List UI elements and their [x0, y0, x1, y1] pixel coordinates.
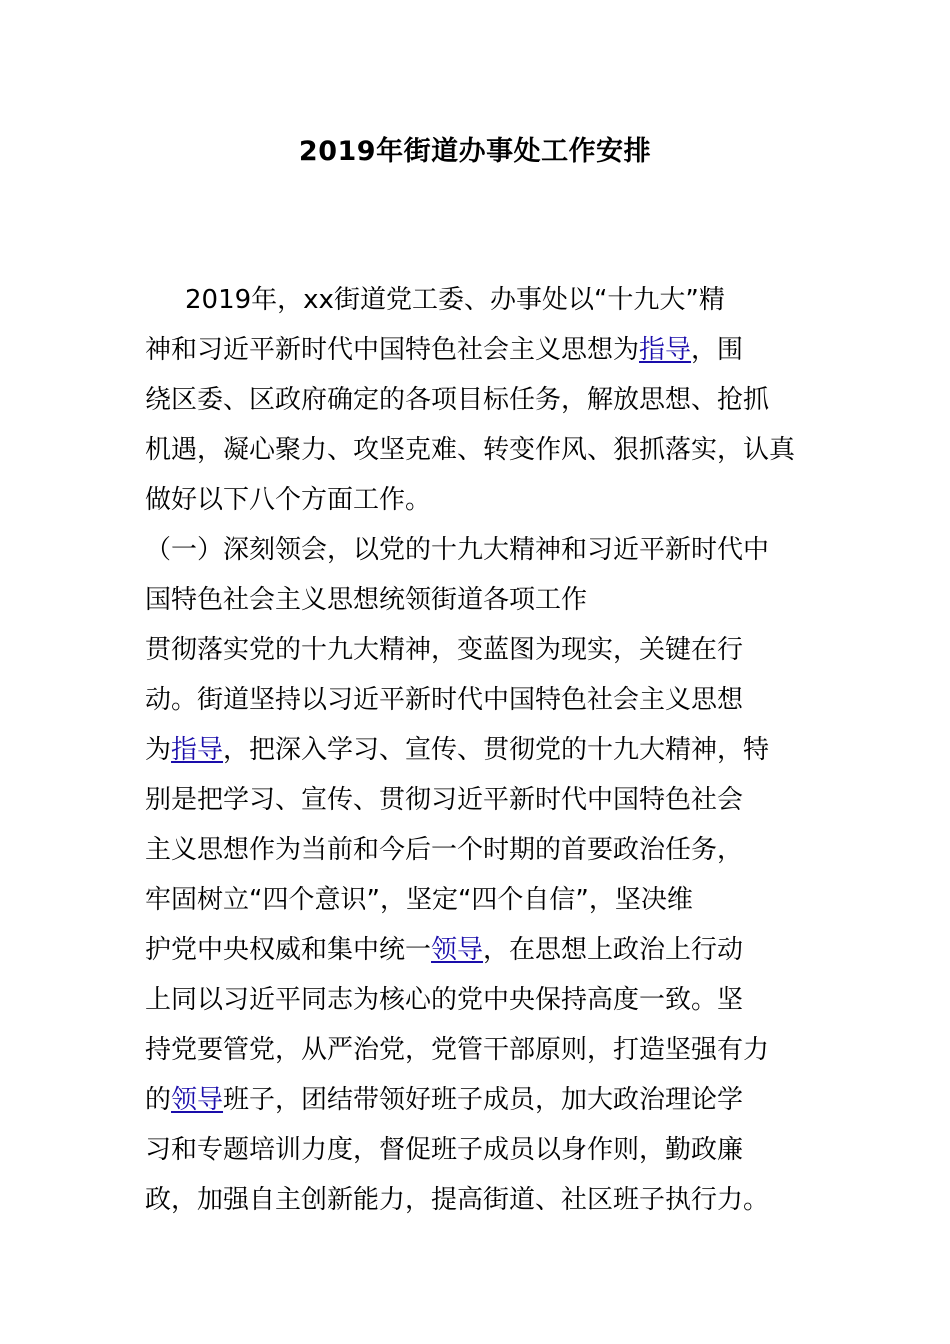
link-zhidao[interactable]: 指导 — [171, 735, 224, 765]
document-body — [145, 275, 809, 1225]
text-line: 牢固树立“四个意识”，坚定“四个自信”，坚决维 — [145, 885, 693, 915]
text-line: 动。街道坚持以习近平新时代中国特色社会主义思想 — [145, 685, 744, 715]
text-line: 上同以习近平同志为核心的党中央保持高度一致。坚 — [145, 985, 744, 1015]
text-line: 绕区委、区政府确定的各项目标任务，解放思想、抢抓 — [145, 385, 770, 415]
text-segment: 神和习近平新时代中国特色社会主义思想为 — [145, 335, 640, 365]
text-segment: ，把深入学习、宣传、贯彻党的十九大精神，特 — [223, 735, 770, 765]
document-title: 2019年街道办事处工作安排 — [298, 136, 652, 167]
text-segment: 班子，团结带领好班子成员，加大政治理论学 — [223, 1085, 744, 1115]
text-segment: ，在思想上政治上行动 — [483, 935, 744, 965]
link-zhidao[interactable]: 指导 — [639, 335, 692, 365]
text-line: 做好以下八个方面工作。 — [145, 485, 432, 515]
section-heading — [145, 525, 809, 625]
text-line — [145, 325, 809, 375]
text-line — [145, 1075, 809, 1125]
link-lingdao[interactable]: 领导 — [431, 935, 484, 965]
text-line — [145, 725, 809, 775]
text-line: 国特色社会主义思想统领街道各项工作 — [145, 585, 588, 615]
text-line: 别是把学习、宣传、贯彻习近平新时代中国特色社会 — [145, 785, 744, 815]
paragraph-section-one — [145, 625, 809, 1225]
link-lingdao[interactable]: 领导 — [171, 1085, 224, 1115]
text-line: 持党要管党，从严治党，党管干部原则，打造坚强有力 — [145, 1035, 770, 1065]
text-line: 政，加强自主创新能力，提高街道、社区班子执行力。 — [145, 1185, 770, 1215]
text-line: 主义思想作为当前和今后一个时期的首要政治任务， — [145, 835, 744, 865]
text-segment: 护党中央权威和集中统一 — [145, 935, 432, 965]
text-segment: 为 — [145, 735, 172, 765]
text-segment: ，围 — [691, 335, 744, 365]
text-line: （一）深刻领会，以党的十九大精神和习近平新时代中 — [145, 535, 770, 565]
text-line: 2019年，xx街道党工委、办事处以“十九大”精 — [185, 285, 725, 315]
text-line: 贯彻落实党的十九大精神，变蓝图为现实，关键在行 — [145, 635, 744, 665]
paragraph-intro — [145, 275, 809, 525]
text-line: 习和专题培训力度，督促班子成员以身作则，勤政廉 — [145, 1135, 744, 1165]
text-line — [145, 925, 809, 975]
text-segment: 的 — [145, 1085, 172, 1115]
text-line: 机遇，凝心聚力、攻坚克难、转变作风、狠抓落实，认真 — [145, 435, 796, 465]
